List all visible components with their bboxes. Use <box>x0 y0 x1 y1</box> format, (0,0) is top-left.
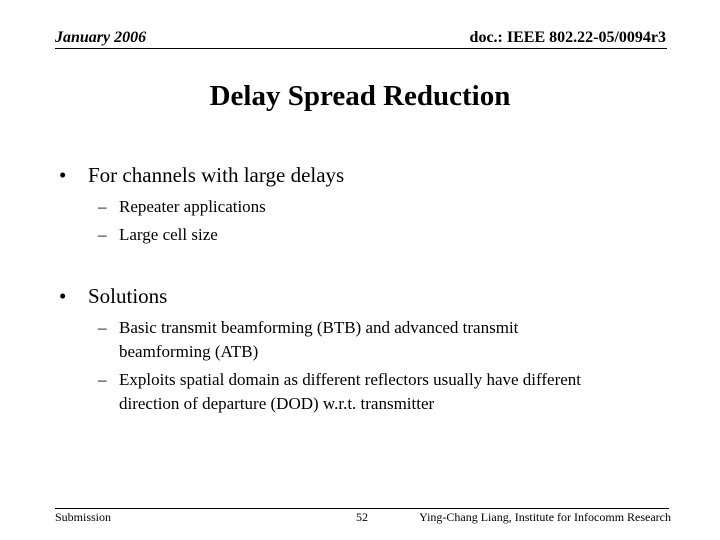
sub-bullet-text: Repeater applications <box>119 197 266 216</box>
footer-divider <box>55 508 669 509</box>
dash-icon: – <box>98 225 107 244</box>
bullet-icon: • <box>59 284 67 308</box>
footer-page-number: 52 <box>356 510 368 524</box>
header-date: January 2006 <box>55 29 147 46</box>
sub-bullet-beamforming <box>98 316 613 364</box>
bullet-text: For channels with large delays <box>88 163 345 187</box>
footer-submission: Submission <box>55 510 112 524</box>
slide-title: Delay Spread Reduction <box>209 80 511 112</box>
bullet-icon: • <box>59 163 67 187</box>
sub-bullet-text: Large cell size <box>119 225 218 244</box>
header-divider <box>55 48 667 49</box>
sub-bullet-repeater <box>98 195 658 219</box>
sub-bullet-text: Exploits spatial domain as different reflectors usually have different direction of departure (DOD) w.r.t. transmitter <box>119 370 582 413</box>
bullet-channels <box>59 163 344 188</box>
bullet-solutions <box>59 284 167 309</box>
footer-author: Ying-Chang Liang, Institute for Infocomm Research <box>419 510 671 524</box>
dash-icon: – <box>98 318 107 337</box>
bullet-text: Solutions <box>88 284 168 308</box>
sub-bullet-cell-size <box>98 223 658 247</box>
sub-bullet-text: Basic transmit beamforming (BTB) and advanced transmit beamforming (ATB) <box>119 318 519 361</box>
dash-icon: – <box>98 370 107 389</box>
sub-bullet-spatial-domain <box>98 368 613 416</box>
header-doc-id: doc.: IEEE 802.22-05/0094r3 <box>469 29 666 46</box>
dash-icon: – <box>98 197 107 216</box>
